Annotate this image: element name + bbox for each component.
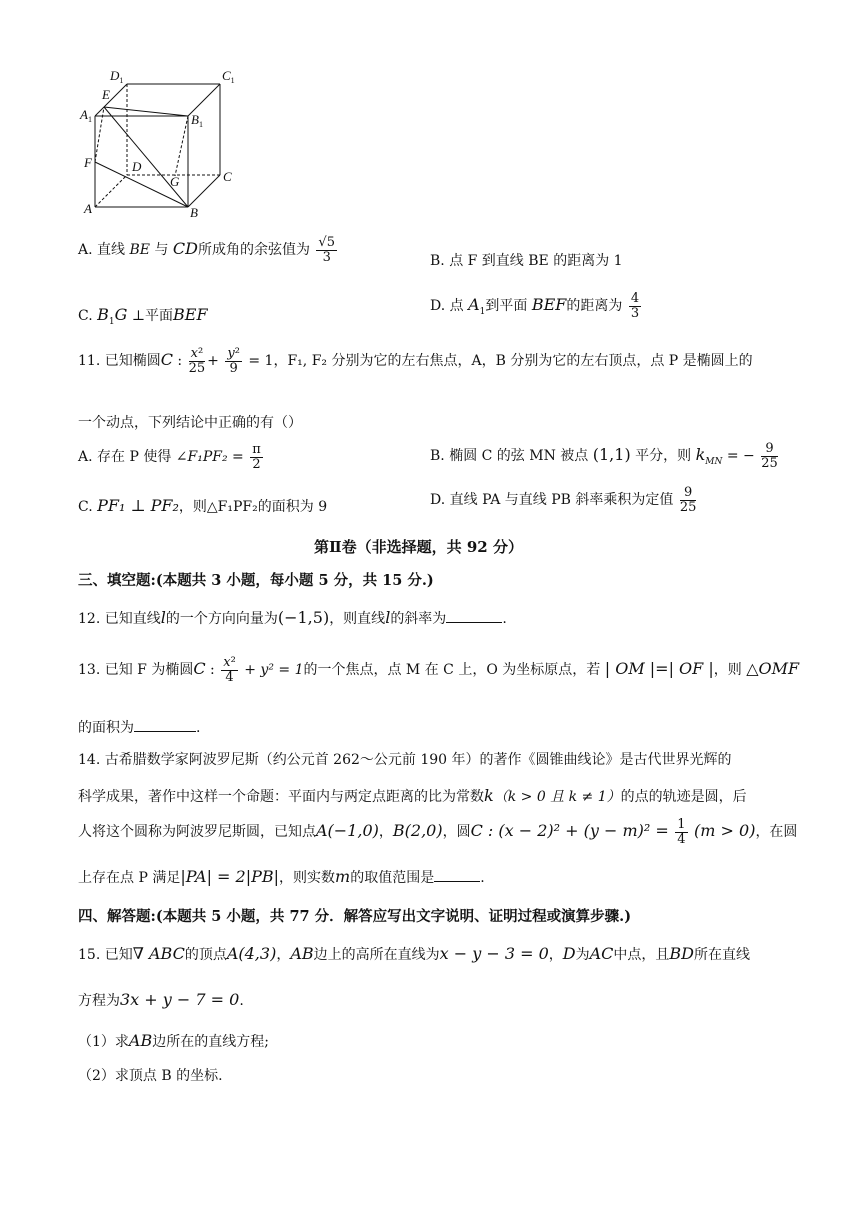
- q10-option-d: D. 点 $A_1$到平面 BEF的距离为 $\frac{4}{3}$: [430, 291, 640, 321]
- q14-line3: 人将这个圆称为阿波罗尼斯圆，已知点A(−1,0)，B(2,0)，圆C : (x − 2)² + (y − m)² = $\frac{1}{4}$ (m > 0)，在圆: [78, 817, 798, 847]
- label-B1: $B_1$: [191, 112, 203, 129]
- q15-line2: 方程为3x + y − 7 = 0.: [78, 990, 244, 1009]
- q10-option-c: C. $B_1G$ ⊥平面BEF: [78, 305, 208, 327]
- q11-option-d: D. 直线 PA 与直线 PB 斜率乘积为定值 $\frac{9}{25}$: [430, 485, 697, 515]
- q14-line1: 14. 古希腊数学家阿波罗尼斯（约公元首 262～公元前 190 年）的著作《圆锥曲线论》是古代世界光辉的: [78, 752, 732, 768]
- q10-option-a: A. 直线 BE 与 CD所成角的余弦值为 $\frac{√5}{3}$: [78, 235, 335, 265]
- q13-answer-blank[interactable]: [134, 719, 196, 732]
- q14-answer-blank[interactable]: [434, 869, 480, 882]
- q11-option-b: B. 椭圆 C 的弦 MN 被点 (1,1) 平分，则 $k_{MN}$ = − $\frac{9}{25}$: [430, 441, 778, 471]
- label-D1: $D_1$: [110, 68, 124, 85]
- q11-option-c: C. PF₁ ⊥ PF₂，则△F₁PF₂的面积为 9: [78, 496, 328, 515]
- section2-title: 第Ⅱ卷（非选择题，共 92 分）: [314, 538, 523, 556]
- q15-sub2: （2）求顶点 B 的坐标.: [78, 1068, 223, 1084]
- q15-sub1: （1）求AB边所在的直线方程;: [78, 1031, 269, 1050]
- label-A1: $A_1$: [80, 107, 92, 124]
- label-F: F: [84, 155, 92, 170]
- q12: 12. 已知直线l的一个方向向量为(−1,5)，则直线l的斜率为 .: [78, 608, 507, 627]
- q10-option-b: B. 点 F 到直线 BE 的距离为 1: [430, 253, 623, 269]
- label-E: E: [102, 87, 110, 102]
- label-A: A: [84, 201, 92, 216]
- q15-line1: 15. 已知∇ ABC的顶点A(4,3)，AB边上的高所在直线为x − y − 3 = 0，D为AC中点，且BD所在直线: [78, 944, 750, 963]
- q11-stem-line2: 一个动点，下列结论中正确的有（）: [78, 415, 302, 431]
- q14-line2: 科学成果，著作中这样一个命题：平面内与两定点距离的比为常数k（k > 0 且 k ≠ 1）的点的轨迹是圆，后: [78, 786, 747, 805]
- section4-title: 四、解答题:(本题共 5 小题，共 77 分．解答应写出文字说明、证明过程或演算步骤.): [78, 908, 632, 925]
- label-C1: $C_1$: [222, 68, 235, 85]
- cube-figure: [76, 66, 246, 226]
- q13-line2: 的面积为 .: [78, 720, 201, 736]
- label-C: C: [223, 169, 232, 184]
- label-D: D: [132, 159, 142, 174]
- label-G: G: [170, 174, 180, 189]
- label-B: B: [190, 205, 198, 220]
- section3-title: 三、填空题:(本题共 3 小题，每小题 5 分，共 15 分.): [78, 572, 434, 589]
- q11-option-a: A. 存在 P 使得 ∠F₁PF₂ = $\frac{\pi}{2}$: [78, 442, 261, 472]
- q11-stem: 11. 已知椭圆C : $\frac{\text{x²}}{25}$ + $\frac{\text{y²}}{9}$ = 1，F₁, F₂ 分别为它的左右焦点，A，B 分别为它的左右顶点，点 P 是椭圆上的: [78, 346, 753, 376]
- q14-line4: 上存在点 P 满足|PA| = 2|PB|，则实数m的取值范围是 .: [78, 867, 485, 886]
- q12-answer-blank[interactable]: [446, 610, 502, 623]
- q13: 13. 已知 F 为椭圆C : $\frac{\text{x²}}{4}$ + y² = 1的一个焦点，点 M 在 C 上，O 为坐标原点，若 | OM |=| OF |，则 △OMF: [78, 655, 800, 685]
